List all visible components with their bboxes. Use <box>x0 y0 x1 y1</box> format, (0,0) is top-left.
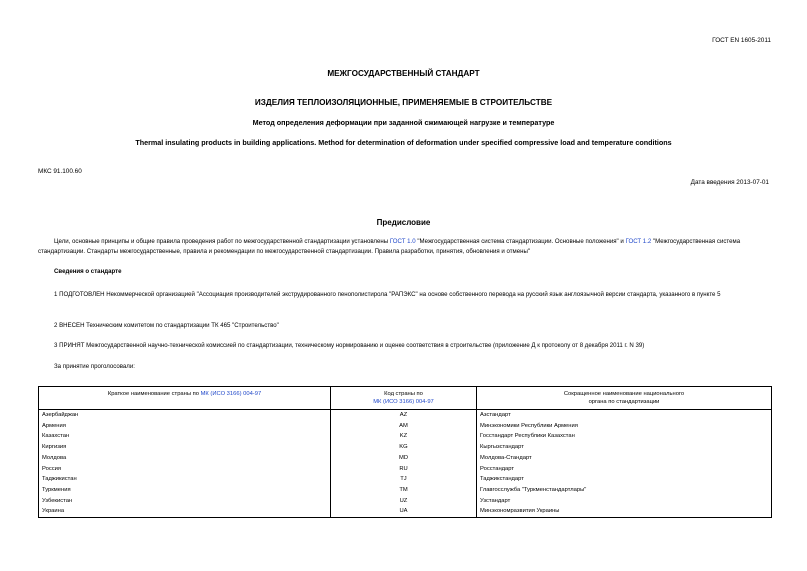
header-code-text: Код страны по <box>384 391 423 397</box>
code-cell: RU <box>331 464 477 475</box>
subtitle-russian: Метод определения деформации при заданной сжимающей нагрузке и температуре <box>252 118 555 127</box>
code-cell: AM <box>331 421 477 432</box>
country-cell: Украина <box>39 506 331 517</box>
header-country-text: Краткое наименование страны по <box>107 391 201 397</box>
foreword-text-3: "Межгосударственная система стандартизации. Стандарты межгосударственные, правила и рекомендации по межгосударственной стандартизации. Правила разработки, принятия, обновления и отмены" <box>38 238 741 255</box>
table-row <box>39 421 772 432</box>
gost-1-0-link[interactable]: ГОСТ 1.0 <box>389 238 416 245</box>
about-standard-title: Сведения о стандарте <box>54 268 122 275</box>
table-row <box>39 431 772 442</box>
table-row <box>39 496 772 507</box>
code-cell: MD <box>331 453 477 464</box>
organ-cell: Росстандарт <box>477 464 772 475</box>
mks-code: МКС 91.100.60 <box>38 168 82 175</box>
header-organ-text-2: органа по стандартизации <box>588 399 660 405</box>
organ-cell: Кыргызстандарт <box>477 442 772 453</box>
code-cell: KZ <box>331 431 477 442</box>
foreword-text-1: Цели, основные принципы и общие правила проведения работ по межгосударственной стандартизации установлены <box>54 238 390 245</box>
country-cell: Азербайджан <box>39 410 331 421</box>
title-english: Thermal insulating products in building applications. Method for determination of deformation under specified compressive load and temperature conditions <box>135 138 672 147</box>
voted-label: За принятие проголосовали: <box>54 363 135 370</box>
header-organ-text-1: Сокращенное наименование национального <box>563 391 685 397</box>
table-row <box>39 410 772 421</box>
item-adopted: 3 ПРИНЯТ Межгосударственной научно-технической комиссией по стандартизации, техническому нормированию и оценке соответствия в строительстве (приложение Д к протоколу от 8 декабря 2011 г. N 39) <box>54 342 645 349</box>
voting-states-table <box>38 386 772 518</box>
country-cell: Молдова <box>39 453 331 464</box>
gost-1-2-link[interactable]: ГОСТ 1.2 <box>625 238 652 245</box>
country-cell: Узбекистан <box>39 496 331 507</box>
country-cell: Казахстан <box>39 431 331 442</box>
organ-cell: Минэкономразвития Украины <box>477 506 772 517</box>
code-cell: TM <box>331 485 477 496</box>
organ-cell: Минэкономики Республики Армения <box>477 421 772 432</box>
header-code-link[interactable]: МК (ИСО 3166) 004-97 <box>373 399 434 405</box>
header-organ <box>477 387 772 410</box>
header-country-link[interactable]: МК (ИСО 3166) 004-97 <box>200 391 262 397</box>
organ-cell: Азстандарт <box>477 410 772 421</box>
table-row <box>39 485 772 496</box>
table-header-row <box>39 387 772 410</box>
table-row <box>39 442 772 453</box>
code-cell: UA <box>331 506 477 517</box>
foreword-paragraph <box>38 237 771 257</box>
title-russian: ИЗДЕЛИЯ ТЕПЛОИЗОЛЯЦИОННЫЕ, ПРИМЕНЯЕМЫЕ В СТРОИТЕЛЬСТВЕ <box>254 98 553 107</box>
code-cell: TJ <box>331 474 477 485</box>
code-cell: AZ <box>331 410 477 421</box>
header-code <box>331 387 477 410</box>
table-row <box>39 474 772 485</box>
organ-cell: Главгосслужба "Туркменстандартлары" <box>477 485 772 496</box>
introduction-date: Дата введения 2013-07-01 <box>690 179 769 186</box>
country-cell: Армения <box>39 421 331 432</box>
organ-cell: Узстандарт <box>477 496 772 507</box>
document-code: ГОСТ EN 1605-2011 <box>712 37 771 44</box>
table-row <box>39 453 772 464</box>
organ-cell: Таджикстандарт <box>477 474 772 485</box>
table-row <box>39 464 772 475</box>
country-cell: Киргизия <box>39 442 331 453</box>
country-cell: Таджикистан <box>39 474 331 485</box>
organ-cell: Госстандарт Республики Казахстан <box>477 431 772 442</box>
country-cell: Туркмения <box>39 485 331 496</box>
foreword-text-2: "Межгосударственная система стандартизации. Основные положения" и <box>415 238 626 245</box>
header-country <box>39 387 331 410</box>
item-introduced: 2 ВНЕСЕН Техническим комитетом по стандартизации ТК 465 "Строительство" <box>54 322 279 329</box>
code-cell: UZ <box>331 496 477 507</box>
foreword-title: Предисловие <box>376 218 431 227</box>
table-row <box>39 506 772 517</box>
standard-heading: МЕЖГОСУДАРСТВЕННЫЙ СТАНДАРТ <box>327 69 480 78</box>
item-prepared: 1 ПОДГОТОВЛЕН Некоммерческой организацией "Ассоциация производителей экструдированного пенополистирола "РАПЭКС" на основе собственного перевода на русский язык англоязычной версии стандарта, указанного в пункте 5 <box>54 291 721 298</box>
country-cell: Россия <box>39 464 331 475</box>
organ-cell: Молдова-Стандарт <box>477 453 772 464</box>
code-cell: KG <box>331 442 477 453</box>
